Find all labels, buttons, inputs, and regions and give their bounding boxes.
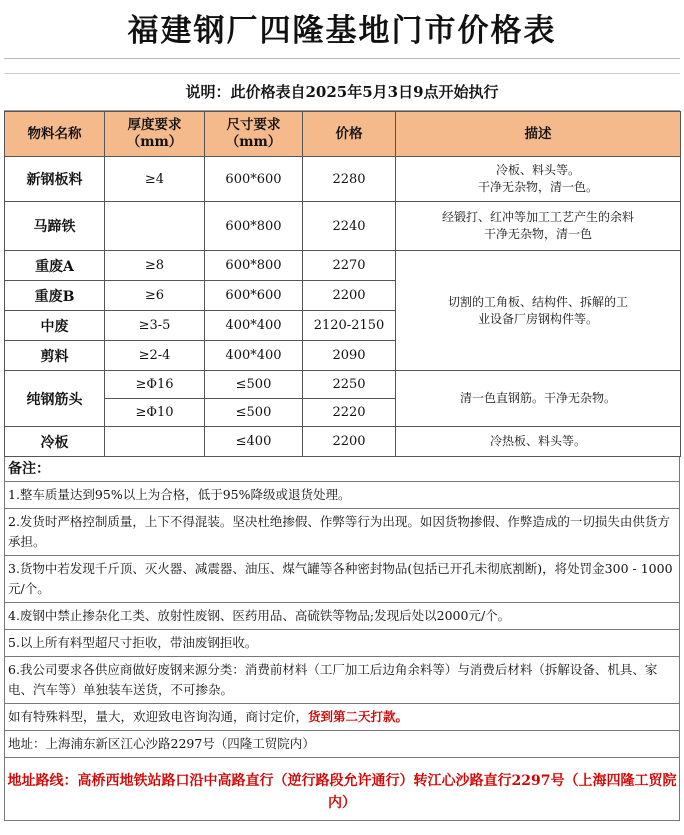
cell-desc: 切割的工角板、结构件、拆解的工 业设备厂房钢构件等。 xyxy=(396,251,681,371)
cell-desc: 清一色直钢筋。干净无杂物。 xyxy=(396,371,681,427)
cell-thickness: ≥6 xyxy=(105,281,205,311)
table-row xyxy=(5,157,681,202)
cell-desc: 冷板、料头等。 干净无杂物，清一色。 xyxy=(396,157,681,202)
spacer-row xyxy=(4,59,680,74)
cell-thickness: ≥4 xyxy=(105,157,205,202)
cell-desc: 经锻打、红冲等加工工艺产生的余料 干净无杂物，清一色 xyxy=(396,202,681,251)
cell-size: 600*600 xyxy=(205,157,303,202)
cell-name: 重废B xyxy=(5,281,105,311)
cell-thickness: ≥Φ16 xyxy=(105,371,205,399)
cell-size: ≤500 xyxy=(205,399,303,427)
remarks-heading: 备注： xyxy=(4,457,680,482)
cell-price: 2270 xyxy=(303,251,396,281)
price-table xyxy=(4,111,681,457)
cell-thickness xyxy=(105,427,205,457)
cell-price: 2240 xyxy=(303,202,396,251)
cell-price: 2200 xyxy=(303,427,396,457)
effective-date-note: 说明：此价格表自2025年5月3日9点开始执行 xyxy=(4,74,680,111)
cell-size: 600*800 xyxy=(205,251,303,281)
header-price: 价格 xyxy=(303,112,396,157)
remark-item-4: 4.废钢中禁止掺杂化工类、放射性废钢、医药用品、高硫铁等物品;发现后处以2000元/个。 xyxy=(4,603,680,630)
header-name: 物料名称 xyxy=(5,112,105,157)
cell-size: 600*800 xyxy=(205,202,303,251)
cell-desc: 冷热板、料头等。 xyxy=(396,427,681,457)
cell-price: 2090 xyxy=(303,341,396,371)
header-desc: 描述 xyxy=(396,112,681,157)
cell-size: 400*400 xyxy=(205,311,303,341)
cell-thickness xyxy=(105,202,205,251)
cell-name: 剪料 xyxy=(5,341,105,371)
route-directions: 地址路线：高桥西地铁站路口沿中高路直行（逆行路段允许通行）转江心沙路直行2297号（上海四隆工贸院内） xyxy=(4,758,680,821)
cell-thickness: ≥2-4 xyxy=(105,341,205,371)
header-size: 尺寸要求 （mm） xyxy=(205,112,303,157)
cell-name: 新钢板料 xyxy=(5,157,105,202)
table-row xyxy=(5,427,681,457)
remark-item-3: 3.货物中若发现千斤顶、灭火器、减震器、油压、煤气罐等各种密封物品(包括已开孔未彻底割断)，将处罚金300 - 1000元/个。 xyxy=(4,556,680,603)
special-pricing-note xyxy=(4,704,680,731)
cell-thickness: ≥8 xyxy=(105,251,205,281)
cell-price: 2200 xyxy=(303,281,396,311)
table-header-row xyxy=(5,112,681,157)
cell-price: 2120-2150 xyxy=(303,311,396,341)
cell-size: 600*600 xyxy=(205,281,303,311)
table-row xyxy=(5,202,681,251)
table-row xyxy=(5,371,681,399)
cell-price: 2250 xyxy=(303,371,396,399)
cell-price: 2280 xyxy=(303,157,396,202)
header-thickness: 厚度要求 （mm） xyxy=(105,112,205,157)
cell-name: 中废 xyxy=(5,311,105,341)
price-sheet xyxy=(4,4,680,821)
remark-item-2: 2.发货时严格控制质量，上下不得混装。坚决杜绝掺假、作弊等行为出现。如因货物掺假、作弊造成的一切损失由供货方承担。 xyxy=(4,509,680,556)
table-row xyxy=(5,251,681,281)
cell-size: ≤400 xyxy=(205,427,303,457)
remark-item-6: 6.我公司要求各供应商做好废钢来源分类：消费前材料（工厂加工后边角余料等）与消费后材料（拆解设备、机具、家电、汽车等）单独装车送货，不可掺杂。 xyxy=(4,657,680,704)
remarks-section xyxy=(4,457,680,821)
payment-terms: 货到第二天打款。 xyxy=(308,709,409,724)
cell-price: 2220 xyxy=(303,399,396,427)
cell-name: 马蹄铁 xyxy=(5,202,105,251)
cell-name: 重废A xyxy=(5,251,105,281)
cell-name: 纯钢筋头 xyxy=(5,371,105,427)
cell-size: 400*400 xyxy=(205,341,303,371)
cell-thickness: ≥3-5 xyxy=(105,311,205,341)
address-line: 地址：上海浦东新区江心沙路2297号（四隆工贸院内） xyxy=(4,731,680,758)
special-pricing-text: 如有特殊料型，量大，欢迎致电咨询沟通，商讨定价， xyxy=(8,709,309,724)
cell-size: ≤500 xyxy=(205,371,303,399)
cell-name: 冷板 xyxy=(5,427,105,457)
remark-item-5: 5.以上所有料型超尺寸拒收，带油废钢拒收。 xyxy=(4,630,680,657)
cell-thickness: ≥Φ10 xyxy=(105,399,205,427)
page-title: 福建钢厂四隆基地门市价格表 xyxy=(4,4,680,59)
remark-item-1: 1.整车质量达到95%以上为合格，低于95%降级或退货处理。 xyxy=(4,482,680,509)
